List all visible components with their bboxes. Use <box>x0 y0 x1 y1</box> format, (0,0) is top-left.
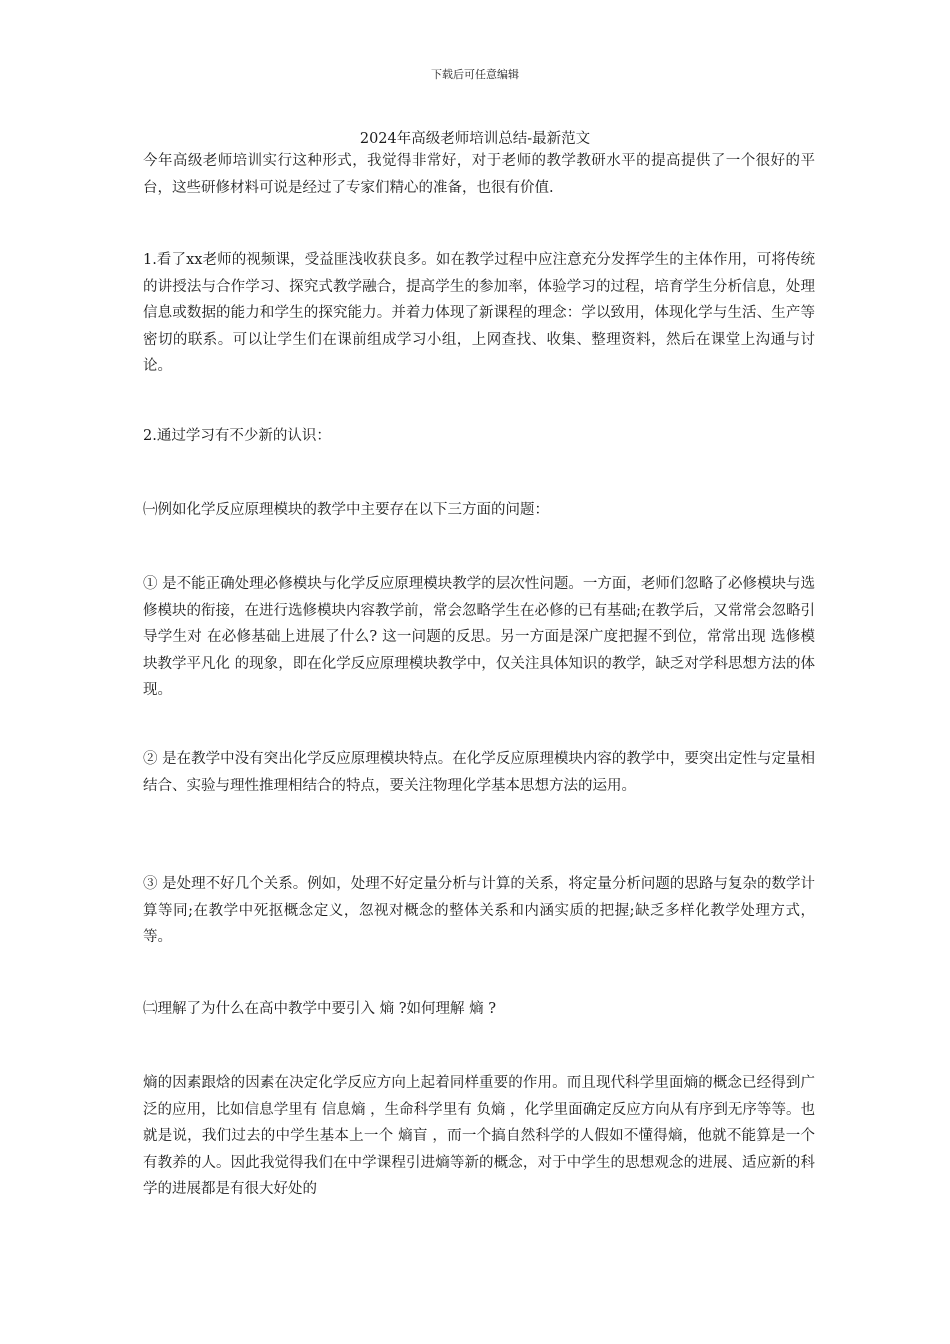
paragraph-1: 1.看了xx老师的视频课，受益匪浅收获良多。如在教学过程中应注意充分发挥学生的主体作用，可将传统的讲授法与合作学习、探究式教学融合，提高学生的参加率，体验学习的过程，培育学生分析信息，处理信息或数据的能力和学生的探究能力。并着力体现了新课程的理念：学以致用，体现化学与生活、生产等密切的联系。可以让学生们在课前组成学习小组，上网查找、收集、整理资料，然后在课堂上沟通与讨论。 <box>143 252 815 374</box>
paragraph-8: 熵的因素跟焓的因素在决定化学反应方向上起着同样重要的作用。而且现代科学里面熵的概念已经得到广泛的应用，比如信息学里有 信息熵 ，生命科学里有 负熵 ，化学里面确定反应方向从有序到无序等等。也就是说，我们过去的中学生基本上一个 熵盲 ，而一个搞自然科学的人假如不懂得熵，他就不能算是一个有教养的人。因此我觉得我们在中学课程引进熵等新的概念，对于中学生的思想观念的进展、适应新的科学的进展都是有很大好处的 <box>143 1075 815 1197</box>
paragraph-5: ② 是在教学中没有突出化学反应原理模块特点。在化学反应原理模块内容的教学中，要突出定性与定量相结合、实验与理性推理相结合的特点，要关注物理化学基本思想方法的运用。 <box>143 751 815 794</box>
paragraph-7: ㈡理解了为什么在高中教学中要引入 熵 ?如何理解 熵 ? <box>143 1001 496 1017</box>
paragraph-4: ① 是不能正确处理必修模块与化学反应原理模块教学的层次性问题。一方面，老师们忽略了必修模块与选修模块的衔接，在进行选修模块内容教学前，常会忽略学生在必修的已有基础;在教学后，又常常会忽略引导学生对 在必修基础上进展了什么? 这一问题的反思。另一方面是深广度把握不到位，常常出现 选修模块教学平凡化 的现象，即在化学反应原理模块教学中，仅关注具体知识的教学，缺乏对学科思想方法的体现。 <box>143 576 815 698</box>
paragraph-3: ㈠例如化学反应原理模块的教学中主要存在以下三方面的问题： <box>143 502 549 518</box>
document-title: 2024年高级老师培训总结-最新范文 <box>359 131 591 147</box>
page-header: 下载后可任意编辑 <box>431 68 519 81</box>
paragraph-6: ③ 是处理不好几个关系。例如，处理不好定量分析与计算的关系，将定量分析问题的思路与复杂的数学计算等同;在教学中死抠概念定义，忽视对概念的整体关系和内涵实质的把握;缺乏多样化教学处理方式，等。 <box>143 876 815 945</box>
paragraph-2: 2.通过学习有不少新的认识： <box>143 428 331 444</box>
intro-paragraph: 今年高级老师培训实行这种形式，我觉得非常好，对于老师的教学教研水平的提高提供了一个很好的平台，这些研修材料可说是经过了专家们精心的准备，也很有价值. <box>143 153 815 196</box>
